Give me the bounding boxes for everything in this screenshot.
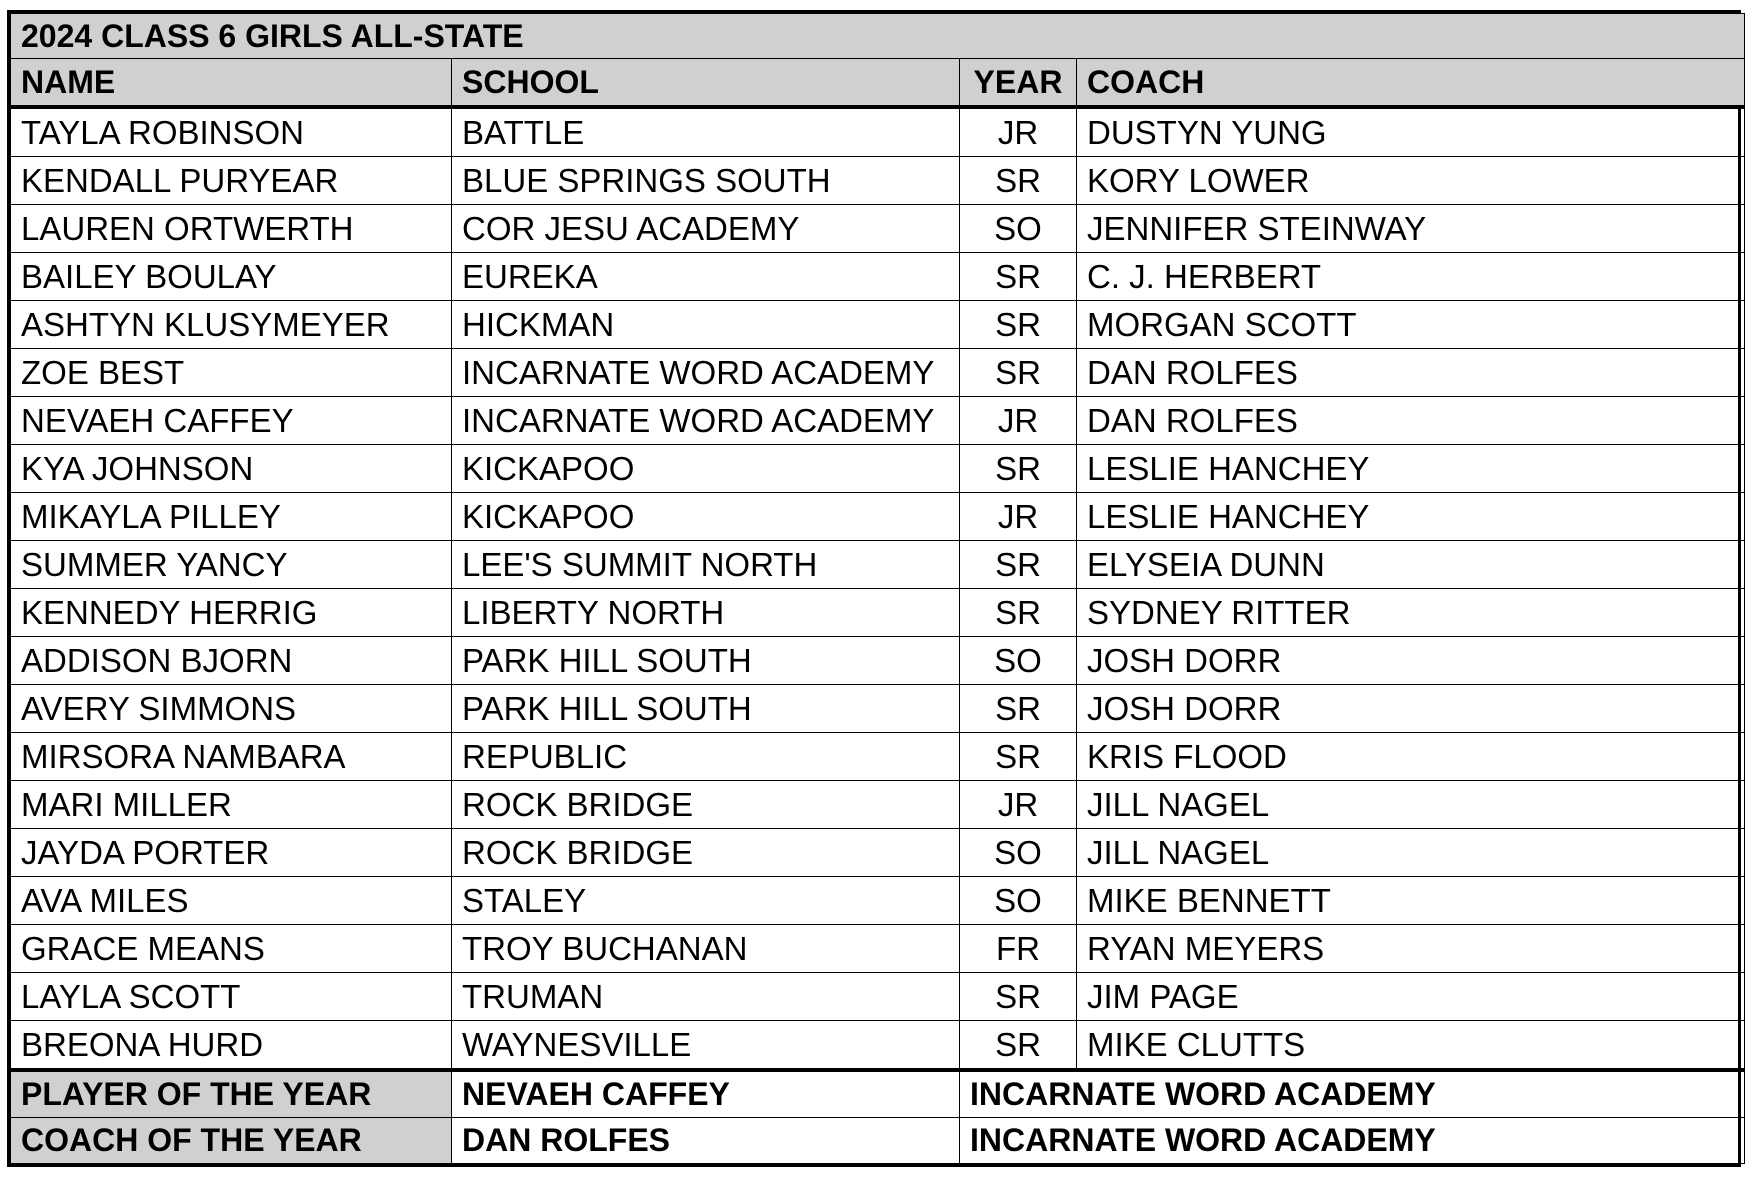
player-year: SR [960,733,1077,781]
player-year: SR [960,253,1077,301]
player-name: SUMMER YANCY [11,541,452,589]
all-state-table [10,13,1745,1164]
player-coach: JOSH DORR [1077,685,1745,733]
table-row [11,637,1745,685]
table-row [11,107,1745,157]
player-year: SR [960,589,1077,637]
all-state-sheet [7,10,1741,1167]
table-title: 2024 CLASS 6 GIRLS ALL-STATE [11,14,1745,59]
player-name: ZOE BEST [11,349,452,397]
player-coach: RYAN MEYERS [1077,925,1745,973]
player-name: TAYLA ROBINSON [11,107,452,157]
award-row [11,1118,1745,1164]
player-name: LAUREN ORTWERTH [11,205,452,253]
player-year: JR [960,397,1077,445]
player-year: SR [960,973,1077,1021]
table-row [11,349,1745,397]
award-label: COACH OF THE YEAR [11,1118,452,1164]
table-row [11,301,1745,349]
player-school: ROCK BRIDGE [452,829,960,877]
player-school: KICKAPOO [452,445,960,493]
table-row [11,589,1745,637]
player-name: NEVAEH CAFFEY [11,397,452,445]
player-coach: MIKE CLUTTS [1077,1021,1745,1071]
player-name: MARI MILLER [11,781,452,829]
award-winner-school: INCARNATE WORD ACADEMY [960,1118,1745,1164]
table-row [11,253,1745,301]
header-coach: COACH [1077,59,1745,108]
player-coach: JIM PAGE [1077,973,1745,1021]
player-year: SR [960,445,1077,493]
player-name: MIKAYLA PILLEY [11,493,452,541]
player-school: INCARNATE WORD ACADEMY [452,349,960,397]
player-name: ASHTYN KLUSYMEYER [11,301,452,349]
player-coach: DUSTYN YUNG [1077,107,1745,157]
player-name: KYA JOHNSON [11,445,452,493]
player-school: REPUBLIC [452,733,960,781]
award-row [11,1070,1745,1118]
award-label: PLAYER OF THE YEAR [11,1070,452,1118]
table-row [11,541,1745,589]
table-row [11,829,1745,877]
player-year: SO [960,637,1077,685]
table-row [11,733,1745,781]
player-coach: JILL NAGEL [1077,781,1745,829]
player-school: BATTLE [452,107,960,157]
player-school: PARK HILL SOUTH [452,637,960,685]
title-row [11,14,1745,59]
player-name: AVERY SIMMONS [11,685,452,733]
table-row [11,1021,1745,1071]
player-year: SO [960,205,1077,253]
header-school: SCHOOL [452,59,960,108]
player-coach: KORY LOWER [1077,157,1745,205]
player-school: COR JESU ACADEMY [452,205,960,253]
table-row [11,925,1745,973]
player-school: TROY BUCHANAN [452,925,960,973]
player-school: PARK HILL SOUTH [452,685,960,733]
header-name: NAME [11,59,452,108]
table-row [11,973,1745,1021]
table-row [11,781,1745,829]
player-school: INCARNATE WORD ACADEMY [452,397,960,445]
player-school: HICKMAN [452,301,960,349]
player-name: MIRSORA NAMBARA [11,733,452,781]
table-row [11,205,1745,253]
player-name: GRACE MEANS [11,925,452,973]
player-coach: SYDNEY RITTER [1077,589,1745,637]
player-year: SR [960,541,1077,589]
header-row [11,59,1745,108]
player-school: KICKAPOO [452,493,960,541]
player-coach: JOSH DORR [1077,637,1745,685]
player-name: LAYLA SCOTT [11,973,452,1021]
player-school: STALEY [452,877,960,925]
player-name: ADDISON BJORN [11,637,452,685]
player-coach: LESLIE HANCHEY [1077,493,1745,541]
award-winner-school: INCARNATE WORD ACADEMY [960,1070,1745,1118]
table-row [11,157,1745,205]
player-coach: ELYSEIA DUNN [1077,541,1745,589]
player-name: KENDALL PURYEAR [11,157,452,205]
player-school: WAYNESVILLE [452,1021,960,1071]
player-year: SR [960,685,1077,733]
player-year: JR [960,781,1077,829]
header-year: YEAR [960,59,1077,108]
player-name: AVA MILES [11,877,452,925]
player-school: EUREKA [452,253,960,301]
player-year: SR [960,1021,1077,1071]
player-year: JR [960,107,1077,157]
player-year: SO [960,829,1077,877]
table-row [11,685,1745,733]
player-coach: JENNIFER STEINWAY [1077,205,1745,253]
player-year: SR [960,349,1077,397]
player-coach: C. J. HERBERT [1077,253,1745,301]
player-school: BLUE SPRINGS SOUTH [452,157,960,205]
table-row [11,397,1745,445]
player-name: BAILEY BOULAY [11,253,452,301]
player-coach: LESLIE HANCHEY [1077,445,1745,493]
player-year: SR [960,157,1077,205]
player-school: LIBERTY NORTH [452,589,960,637]
player-coach: JILL NAGEL [1077,829,1745,877]
player-name: JAYDA PORTER [11,829,452,877]
player-coach: KRIS FLOOD [1077,733,1745,781]
player-name: KENNEDY HERRIG [11,589,452,637]
table-row [11,493,1745,541]
player-year: SR [960,301,1077,349]
table-row [11,445,1745,493]
player-coach: MIKE BENNETT [1077,877,1745,925]
player-school: ROCK BRIDGE [452,781,960,829]
table-row [11,877,1745,925]
player-school: LEE'S SUMMIT NORTH [452,541,960,589]
award-winner-name: NEVAEH CAFFEY [452,1070,960,1118]
award-winner-name: DAN ROLFES [452,1118,960,1164]
player-year: SO [960,877,1077,925]
player-name: BREONA HURD [11,1021,452,1071]
player-coach: MORGAN SCOTT [1077,301,1745,349]
player-coach: DAN ROLFES [1077,397,1745,445]
player-coach: DAN ROLFES [1077,349,1745,397]
player-school: TRUMAN [452,973,960,1021]
player-year: FR [960,925,1077,973]
player-year: JR [960,493,1077,541]
